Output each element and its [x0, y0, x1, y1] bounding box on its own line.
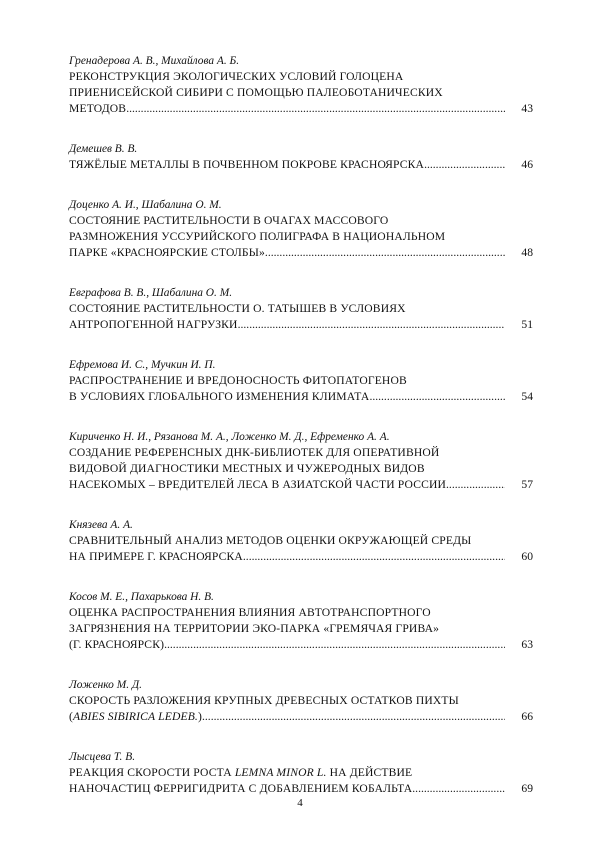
title-prefix: ( [69, 710, 74, 723]
toc-entry [69, 285, 533, 333]
title-prefix: РЕАКЦИЯ СКОРОСТИ РОСТА [69, 766, 235, 779]
entry-title-line [69, 637, 505, 653]
entry-title-line: СОЗДАНИЕ РЕФЕРЕНСНЫХ ДНК-БИБЛИОТЕК ДЛЯ ОПЕРАТИВНОЙ [69, 446, 440, 459]
entry-title-text: НАСЕКОМЫХ – ВРЕДИТЕЛЕЙ ЛЕСА В АЗИАТСКОЙ ЧАСТИ РОССИИ [69, 478, 447, 491]
leader-dots [424, 157, 505, 173]
entry-page-number: 60 [521, 550, 533, 563]
entry-title-line: СОСТОЯНИЕ РАСТИТЕЛЬНОСТИ О. ТАТЫШЕВ В УСЛОВИЯХ [69, 302, 406, 315]
entry-title-text: НА ПРИМЕРЕ Г. КРАСНОЯРСКА [69, 550, 243, 563]
toc-entry [69, 589, 533, 653]
entry-title-text: В УСЛОВИЯХ ГЛОБАЛЬНОГО ИЗМЕНЕНИЯ КЛИМАТА [69, 390, 370, 403]
toc-entry [69, 141, 533, 173]
entry-authors: Гренадерова А. В., Михайлова А. Б. [69, 55, 240, 67]
entry-title-line [69, 477, 505, 493]
entry-page-number: 43 [521, 102, 533, 115]
entry-page-number: 51 [521, 318, 533, 331]
entry-title-line: РАСПРОСТРАНЕНИЕ И ВРЕДОНОСНОСТЬ ФИТОПАТОГЕНОВ [69, 374, 407, 387]
leader-dots [265, 245, 505, 261]
entry-page-number: 48 [521, 246, 533, 259]
entry-authors: Ложенко М. Д. [69, 679, 142, 691]
entry-title-line: РАЗМНОЖЕНИЯ УССУРИЙСКОГО ПОЛИГРАФА В НАЦИОНАЛЬНОМ [69, 230, 446, 243]
species-name: LEMNA MINOR L. [234, 766, 327, 779]
leader-dots [164, 637, 505, 653]
title-suffix: ) [197, 710, 202, 723]
entry-authors: Кириченко Н. И., Рязанова М. А., Ложенко М. Д., Ефременко А. А. [69, 431, 390, 443]
entry-title-line [69, 245, 505, 261]
leader-dots [202, 709, 505, 725]
title-suffix: НА ДЕЙСТВИЕ [326, 766, 413, 779]
entry-title-line: ЗАГРЯЗНЕНИЯ НА ТЕРРИТОРИИ ЭКО-ПАРКА «ГРЕМЯЧАЯ ГРИВА» [69, 622, 440, 635]
entry-title-text [69, 709, 202, 725]
entry-title-line: РЕКОНСТРУКЦИЯ ЭКОЛОГИЧЕСКИХ УСЛОВИЙ ГОЛОЦЕНА [69, 70, 404, 83]
entry-title-line [69, 101, 505, 117]
entry-page-number: 69 [521, 782, 533, 795]
page-number: 4 [297, 797, 303, 809]
entry-title-line: ПРИЕНИСЕЙСКОЙ СИБИРИ С ПОМОЩЬЮ ПАЛЕОБОТАНИЧЕСКИХ [69, 86, 443, 99]
toc-entry [69, 749, 533, 797]
entry-title-text: НАНОЧАСТИЦ ФЕРРИГИДРИТА С ДОБАВЛЕНИЕМ КОБАЛЬТА [69, 782, 413, 795]
entry-title-line: СРАВНИТЕЛЬНЫЙ АНАЛИЗ МЕТОДОВ ОЦЕНКИ ОКРУЖАЮЩЕЙ СРЕДЫ [69, 534, 472, 547]
entry-authors: Лысцева Т. В. [69, 751, 136, 763]
entry-title-line: СОСТОЯНИЕ РАСТИТЕЛЬНОСТИ В ОЧАГАХ МАССОВОГО [69, 214, 389, 227]
toc-entry [69, 197, 533, 261]
toc-entry [69, 429, 533, 493]
toc-entry [69, 517, 533, 565]
toc-entry [69, 53, 533, 117]
entry-title-text: ТЯЖЁЛЫЕ МЕТАЛЛЫ В ПОЧВЕННОМ ПОКРОВЕ КРАСНОЯРСКА [69, 158, 425, 171]
entry-title-line [69, 389, 505, 405]
entry-title-line [69, 781, 505, 797]
entry-authors: Доценко А. И., Шабалина О. М. [69, 199, 222, 211]
entry-title-line [69, 157, 505, 173]
entry-title-line [69, 317, 505, 333]
entry-title-line: ОЦЕНКА РАСПРОСТРАНЕНИЯ ВЛИЯНИЯ АВТОТРАНСПОРТНОГО [69, 606, 431, 619]
entry-authors: Демешев В. В. [69, 143, 138, 155]
leader-dots [446, 477, 505, 493]
entry-title-text: АНТРОПОГЕННОЙ НАГРУЗКИ [69, 318, 238, 331]
leader-dots [412, 781, 505, 797]
entry-title-text: (Г. КРАСНОЯРСК) [69, 638, 165, 651]
entry-title-line: СКОРОСТЬ РАЗЛОЖЕНИЯ КРУПНЫХ ДРЕВЕСНЫХ ОСТАТКОВ ПИХТЫ [69, 694, 459, 707]
entry-authors: Князева А. А. [69, 519, 133, 531]
leader-dots [369, 389, 505, 405]
entry-authors: Ефремова И. С., Мучкин И. П. [69, 359, 216, 371]
entry-authors: Косов М. Е., Пахарькова Н. В. [69, 591, 214, 603]
entry-page-number: 46 [521, 158, 533, 171]
entry-title-line [69, 765, 533, 781]
entry-title-line: ВИДОВОЙ ДИАГНОСТИКИ МЕСТНЫХ И ЧУЖЕРОДНЫХ ВИДОВ [69, 462, 425, 475]
entry-page-number: 63 [521, 638, 533, 651]
entry-page-number: 57 [521, 478, 533, 491]
entry-title-line [69, 549, 505, 565]
toc-entry [69, 677, 533, 725]
entry-title-line [69, 709, 505, 725]
leader-dots [243, 549, 505, 565]
entry-page-number: 54 [521, 390, 533, 403]
leader-dots [126, 101, 505, 117]
entry-page-number: 66 [521, 710, 533, 723]
toc-entry [69, 357, 533, 405]
leader-dots [238, 317, 505, 333]
entry-title-text: ПАРКЕ «КРАСНОЯРСКИЕ СТОЛБЫ» [69, 246, 265, 259]
entry-title-text: МЕТОДОВ [69, 102, 127, 115]
species-name: ABIES SIBIRICA LEDEB. [73, 710, 198, 723]
table-of-contents [69, 53, 533, 797]
entry-authors: Евграфова В. В., Шабалина О. М. [69, 287, 233, 299]
